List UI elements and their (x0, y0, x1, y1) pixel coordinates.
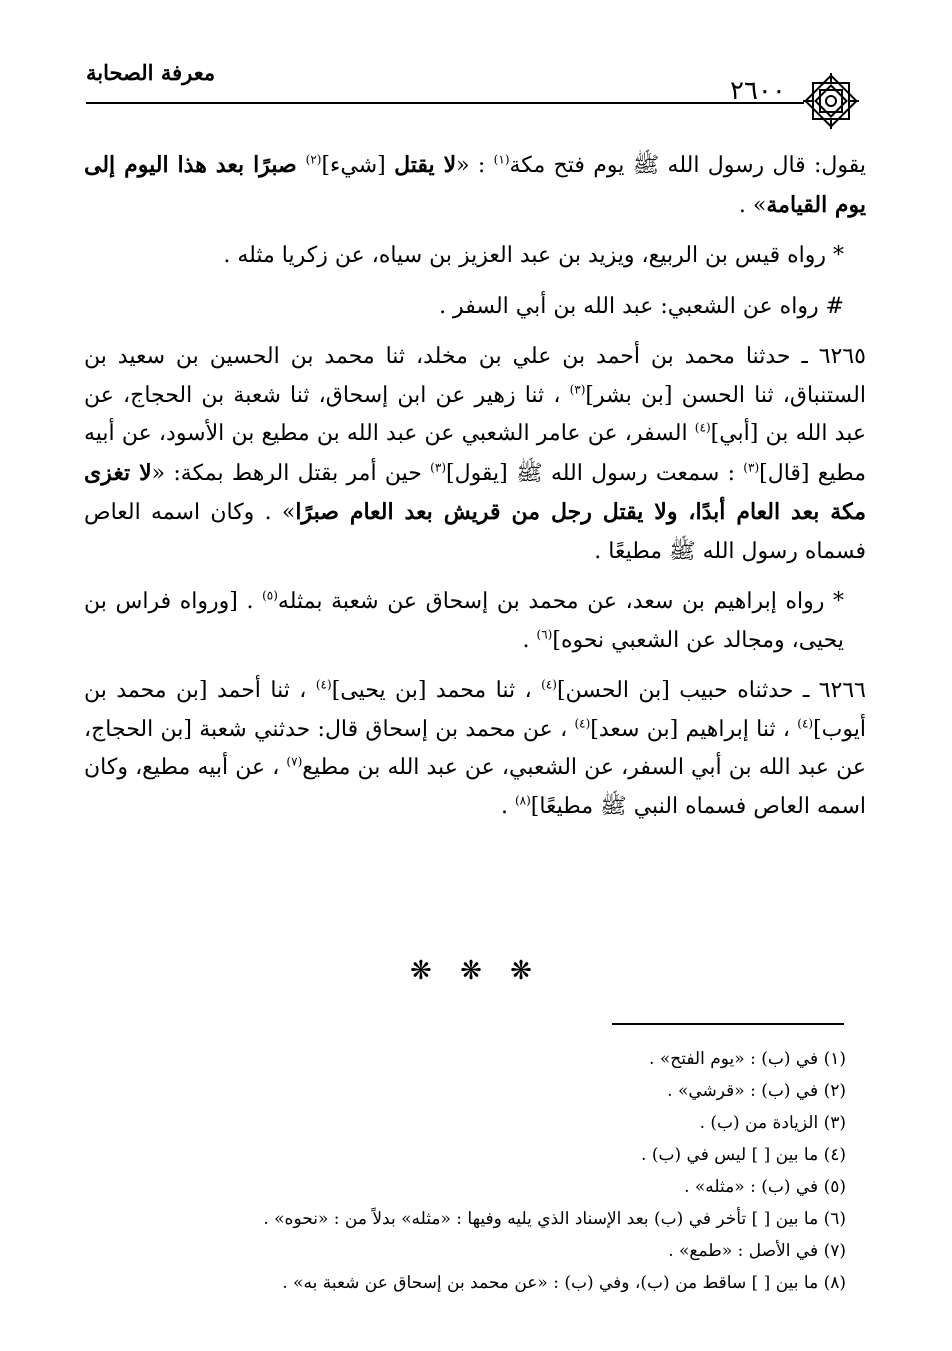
paragraph-note-ibrahim: * رواه إبراهيم بن سعد، عن محمد بن إسحاق عن شعبة بمثله$^{(٥)}$ . [ورواه فراس بن يحيى، ومجالد عن الشعبي نحوه]$^{(٦)}$ . (84, 588, 844, 653)
paragraph-note-shabi: # رواه عن الشعبي: عبد الله بن أبي السفر . (439, 293, 844, 319)
footnote-7: (٧) في الأصل : «طمع» . (668, 1241, 846, 1261)
running-title: معرفة الصحابة (86, 60, 216, 85)
main-text (84, 146, 866, 826)
paragraph-note-qays: * رواه قيس بن الربيع، ويزيد بن عبد العزيز بن سياه، عن زكريا مثله . (223, 243, 844, 268)
footnote-8: (٨) ما بين [ ] ساقط من (ب)، وفي (ب) : «عن محمد بن إسحاق عن شعبة به» . (282, 1273, 846, 1293)
paragraph-hadith-end: يقول: قال رسول الله ﷺ يوم فتح مكة$^{(١)}$ : «لا يقتل [شيء]$^{(٢)}$ صبرًا بعد هذا اليوم إلى يوم القيامة» . (84, 152, 867, 218)
footnote-rule (612, 1023, 844, 1025)
footnote-5: (٥) في (ب) : «مثله» . (684, 1177, 846, 1197)
footnote-4: (٤) ما بين [ ] ليس في (ب) . (641, 1145, 846, 1165)
section-separator: ❋ ❋ ❋ (410, 956, 542, 986)
footnotes (150, 1043, 846, 1299)
footnote-6: (٦) ما بين [ ] تأخر في (ب) بعد الإسناد الذي يليه وفيها : «مثله» بدلاً من : «نحوه» . (263, 1209, 846, 1229)
header-rule (86, 102, 804, 104)
paragraph-hadith-6266: ٦٢٦٦ ـ حدثناه حبيب [بن الحسن]$^{(٤)}$ ، ثنا محمد [بن يحيى]$^{(٤)}$ ، ثنا أحمد [بن محمد بن أيوب]$^{(٤)}$ ، ثنا إبراهيم [بن سعد]$^{(٤)}$ ، عن محمد بن إسحاق قال: حدثني شعبة [بن الحجاج، عن عبد الله بن أبي السفر، عن الشعبي، عن عبد الله بن مطيع$^{(٧)}$ ، عن أبيه مطيع، وكان اسمه العاص فسماه النبي ﷺ مطيعًا]$^{(٨)}$ . (84, 677, 866, 819)
footnote-3: (٣) الزيادة من (ب) . (699, 1113, 846, 1133)
ornament-icon (800, 70, 862, 132)
footnote-2: (٢) في (ب) : «قرشي» . (667, 1081, 846, 1101)
footnote-1: (١) في (ب) : «يوم الفتح» . (649, 1049, 846, 1069)
paragraph-hadith-6265: ٦٢٦٥ ـ حدثنا محمد بن أحمد بن علي بن مخلد، ثنا محمد بن الحسين بن سعيد بن الستنباق، ثنا الحسن [بن بشر]$^{(٣)}$ ، ثنا زهير عن ابن إسحاق، ثنا شعبة بن الحجاج، عن عبد الله بن [أبي]$^{(٤)}$ السفر، عن عامر الشعبي عن عبد الله بن مطيع بن الأسود، عن أبيه مطيع [قال]$^{(٣)}$ : سمعت رسول الله ﷺ [يقول]$^{(٣)}$ حين أمر بقتل الرهط بمكة: «لا تغزى مكة بعد العام أبدًا، ولا يقتل رجل من قريش بعد العام صبرًا» . وكان اسمه العاص فسماه رسول الله ﷺ مطيعًا . (84, 344, 867, 564)
page-number: ٢٦٠٠ (730, 76, 786, 106)
